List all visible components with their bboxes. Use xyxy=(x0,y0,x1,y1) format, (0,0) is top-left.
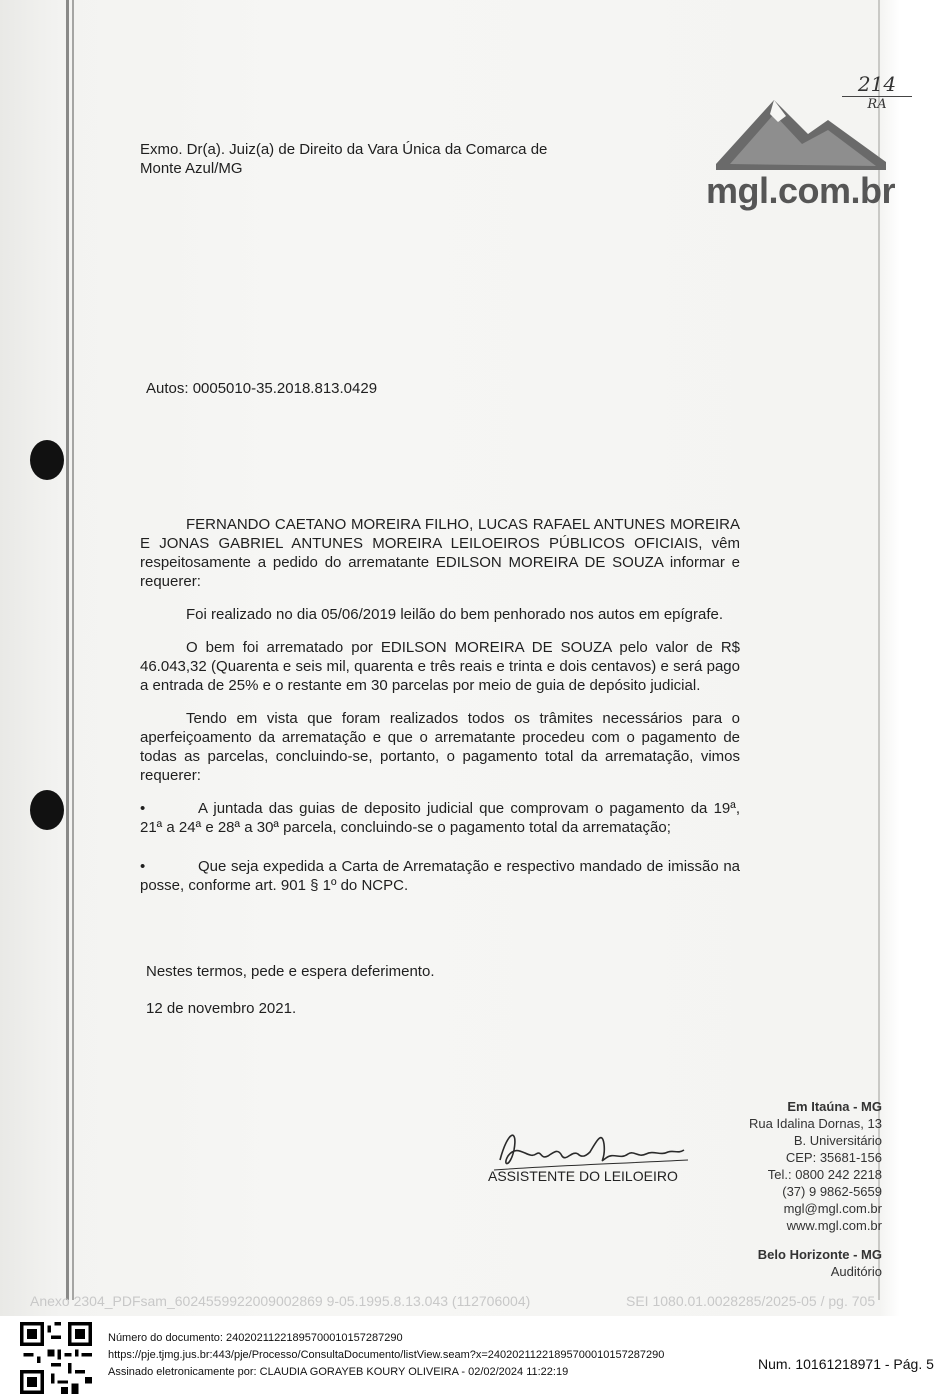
folio-number: 214 xyxy=(842,72,912,97)
address-city: Em Itaúna - MG xyxy=(787,1099,882,1114)
document-metadata xyxy=(108,1330,664,1381)
margin-line xyxy=(72,0,74,1300)
margin-line xyxy=(66,0,69,1300)
logo-text: mgl.com.br xyxy=(706,170,896,211)
address-email: mgl@mgl.com.br xyxy=(783,1201,882,1216)
address-phone: Tel.: 0800 242 2218 xyxy=(767,1167,882,1182)
signature-caption: ASSISTENTE DO LEILOEIRO xyxy=(488,1168,678,1184)
paragraph-auction-value: O bem foi arrematado por EDILSON MOREIRA DE SOUZA pelo valor de R$ 46.043,32 (Quarenta e seis mil, quarenta e três reais e trinta e dois centavos) e será pago a entrada de 25% e o restante em 30 parcelas por meio de guia de depósito judicial. xyxy=(140,639,740,694)
document-date: 12 de novembro 2021. xyxy=(146,1000,297,1017)
mountain-icon xyxy=(716,92,886,170)
address-district: B. Universitário xyxy=(793,1133,882,1148)
address-cep: CEP: 35681-156 xyxy=(785,1150,882,1165)
case-number: Autos: 0005010-35.2018.813.0429 xyxy=(146,380,378,397)
closing-line: Nestes termos, pede e espera deferimento. xyxy=(146,963,435,980)
document-id: Número do documento: 24020211221895700010157287290 xyxy=(108,1332,403,1344)
company-address xyxy=(700,1098,882,1280)
scan-footer xyxy=(30,1293,910,1309)
document-signed-by: Assinado eletronicamente por: CLAUDIA GORAYEB KOURY OLIVEIRA - 02/02/2024 11:22:19 xyxy=(108,1366,569,1378)
folio-rubric: RA xyxy=(867,97,887,112)
paragraph-request: Tendo em vista que foram realizados todos os trâmites necessários para o aperfeiçoamento da arrematação e que o arrematante procedeu com o pagamento de todas as parcelas, concluindo-se, portanto, o pagamento total da arrematação, vimos requerer: xyxy=(140,710,740,784)
request-item-1: • A juntada das guias de deposito judicial que comprovam o pagamento da 19ª, 21ª a 24ª e 28ª a 30ª parcela, concluindo-se o pagamento total da arrematação; xyxy=(140,799,740,837)
address-mobile: (37) 9 9862-5659 xyxy=(782,1184,882,1199)
scan-footer-right: SEI 1080.01.0028285/2025-05 / pg. 705 xyxy=(626,1293,876,1309)
scan-footer-left: Anexo 2304_PDFsam_6024559922009002869 9-05.1995.8.13.043 (112706004) xyxy=(30,1293,531,1309)
document-url[interactable]: https://pje.tjmg.jus.br:443/pje/Processo/ConsultaDocumento/listView.seam?x=24020211221895700010157287290 xyxy=(108,1349,665,1361)
page-number: Num. 10161218971 - Pág. 5 xyxy=(758,1356,934,1372)
qr-code-icon xyxy=(20,1322,92,1394)
punch-hole xyxy=(30,790,64,830)
address-street: Rua Idalina Dornas, 13 xyxy=(749,1116,882,1131)
paragraph-auction-date: Foi realizado no dia 05/06/2019 leilão do bem penhorado nos autos em epígrafe. xyxy=(186,606,724,623)
address-city-2: Belo Horizonte - MG xyxy=(757,1247,882,1262)
petition-body xyxy=(140,515,740,915)
intro-paragraph: FERNANDO CAETANO MOREIRA FILHO, LUCAS RAFAEL ANTUNES MOREIRA E JONAS GABRIEL ANTUNES MOREIRA LEILOEIROS PÚBLICOS OFICIAIS, vêm respeitosamente a pedido do arrematante EDILSON MOREIRA DE SOUZA informar e requerer: xyxy=(140,516,740,590)
request-item-2: • Que seja expedida a Carta de Arrematação e respectivo mandado de imissão na posse, conforme art. 901 § 1º do NCPC. xyxy=(140,857,740,895)
address-venue: Auditório xyxy=(830,1264,882,1279)
company-logo xyxy=(706,92,896,212)
address-website: www.mgl.com.br xyxy=(786,1218,882,1233)
addressee: Exmo. Dr(a). Juiz(a) de Direito da Vara Única da Comarca de Monte Azul/MG xyxy=(140,141,548,177)
punch-hole xyxy=(30,440,64,480)
